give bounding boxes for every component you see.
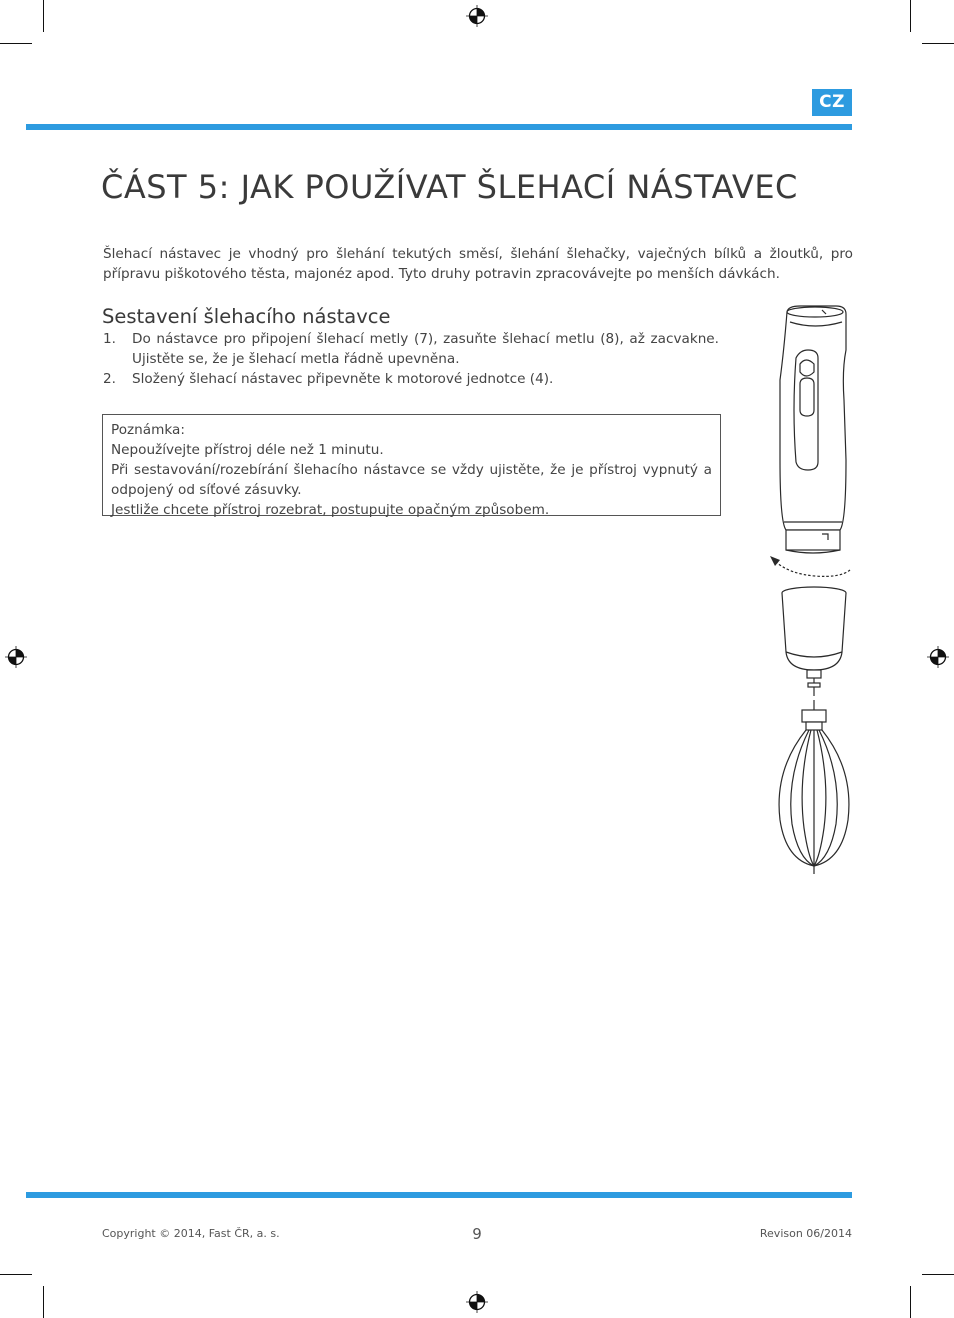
step-number: 2. (103, 371, 116, 387)
whisk-adapter-illustration (782, 587, 846, 696)
header-rule (26, 124, 852, 130)
note-line: Jestliže chcete přístroj rozebrat, postupujte opačným způsobem. (111, 502, 550, 518)
registration-mark-icon (927, 646, 949, 668)
note-box (102, 414, 721, 516)
crop-mark-top-left-horizontal (0, 43, 32, 44)
language-badge: CZ (812, 89, 852, 116)
revision-text: Revison 06/2014 (759, 1227, 852, 1240)
list-item (103, 369, 719, 389)
crop-mark-bottom-right-vertical (910, 1286, 911, 1318)
registration-mark-icon (5, 646, 27, 668)
crop-mark-bottom-right-horizontal (922, 1274, 954, 1275)
crop-mark-top-right-horizontal (922, 43, 954, 44)
motor-unit-illustration (780, 306, 846, 553)
step-text: Složený šlehací nástavec připevněte k motorové jednotce (4). (132, 371, 554, 387)
registration-mark-icon (466, 1291, 488, 1313)
page-number: 9 (472, 1225, 482, 1243)
registration-mark-icon (466, 5, 488, 27)
assembly-steps-list (103, 329, 719, 389)
hand-blender-whisk-illustration (760, 300, 870, 880)
rotation-arrow-icon (770, 556, 850, 576)
crop-mark-top-left-vertical (43, 0, 44, 32)
crop-mark-bottom-left-horizontal (0, 1274, 32, 1275)
crop-mark-bottom-left-vertical (43, 1286, 44, 1318)
step-text: Do nástavce pro připojení šlehací metly (7), zasuňte šlehací metlu (8), až zacvakne. Ujistěte se, že je šlehací metla řádně upevněna. (132, 331, 719, 367)
intro-paragraph: Šlehací nástavec je vhodný pro šlehání tekutých směsí, šlehání šlehačky, vaječných bílků a žloutků, pro přípravu piškotového těsta, majonéz apod. Tyto druhy potravin zpracovávejte po menších dávkách. (103, 246, 853, 282)
list-item (103, 329, 719, 369)
step-number: 1. (103, 331, 116, 347)
note-label: Poznámka: (111, 422, 185, 438)
copyright-text: Copyright © 2014, Fast ČR, a. s. (102, 1227, 280, 1240)
note-line: Nepoužívejte přístroj déle než 1 minutu. (111, 442, 384, 458)
section-heading: Sestavení šlehacího nástavce (102, 305, 391, 328)
page-title: ČÁST 5: JAK POUŽÍVAT ŠLEHACÍ NÁSTAVEC (101, 168, 798, 206)
whisk-illustration (779, 700, 849, 874)
note-line: Při sestavování/rozebírání šlehacího nástavce se vždy ujistěte, že je přístroj vypnutý a odpojený od síťové zásuvky. (111, 462, 712, 498)
footer-rule (26, 1192, 852, 1198)
crop-mark-top-right-vertical (910, 0, 911, 32)
